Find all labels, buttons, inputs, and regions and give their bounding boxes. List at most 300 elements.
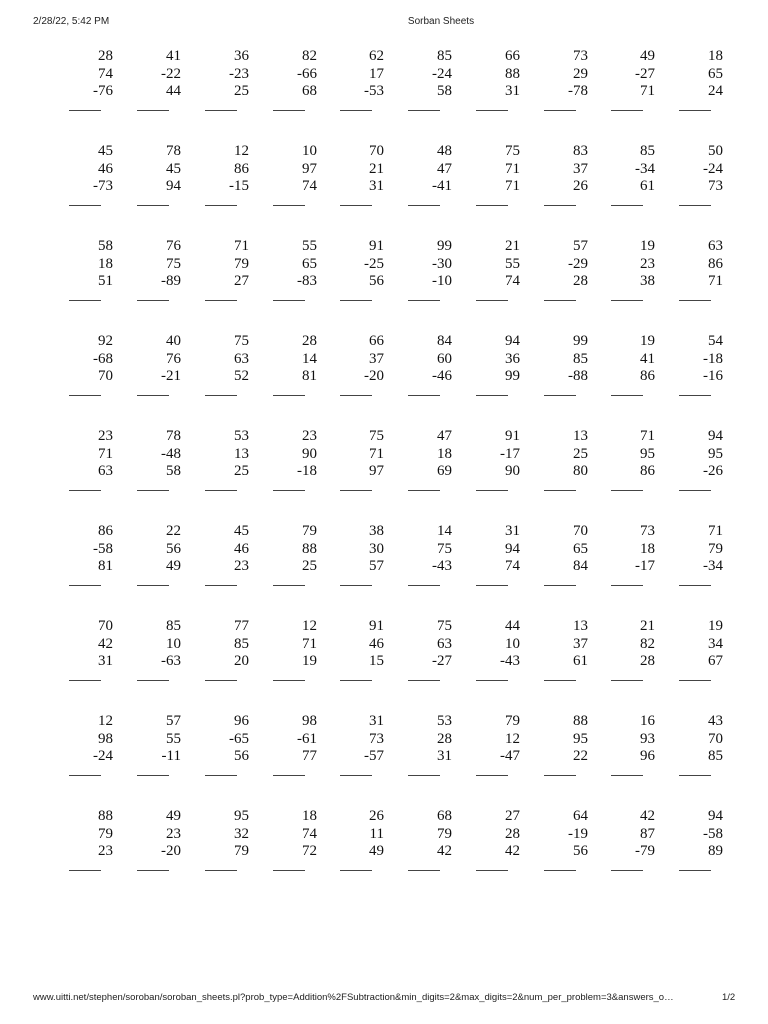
answer-line [408, 870, 440, 871]
answer-line [611, 870, 643, 871]
problem-number: 71 [369, 445, 384, 462]
answer-line [476, 870, 508, 871]
problem [273, 333, 317, 386]
problem-number: 16 [640, 713, 655, 729]
problem-number: 31 [505, 83, 520, 99]
problem-number: 47 [437, 160, 452, 177]
problem-number: 70 [573, 523, 588, 539]
problem [273, 428, 317, 481]
problem-number: 95 [708, 445, 723, 462]
problem-number: 83 [573, 143, 588, 159]
answer-line [69, 680, 101, 681]
answer-line [137, 775, 169, 776]
problem [679, 333, 723, 386]
problem-number: 49 [166, 808, 181, 824]
problem-number: 51 [98, 273, 113, 289]
problem-number: 28 [98, 48, 113, 64]
problem-number: 71 [302, 635, 317, 652]
problem-number: 85 [640, 143, 655, 159]
problem-number: 88 [573, 713, 588, 729]
problem-number: 25 [234, 83, 249, 99]
answer-line [340, 775, 372, 776]
answer-line [340, 490, 372, 491]
answer-line [137, 205, 169, 206]
problem-number: 12 [98, 713, 113, 729]
problem-number: 21 [505, 238, 520, 254]
problem-number: -34 [703, 558, 723, 574]
answer-line [476, 205, 508, 206]
problem-number: -27 [635, 65, 655, 82]
problem-number: 26 [573, 178, 588, 194]
answer-line [69, 775, 101, 776]
problem [679, 618, 723, 671]
problem-number: 31 [369, 178, 384, 194]
problem-number: 94 [708, 428, 723, 444]
answer-line [544, 870, 576, 871]
problem-number: -26 [703, 463, 723, 479]
problem-number: 82 [640, 635, 655, 652]
problem [679, 238, 723, 291]
problem [340, 428, 384, 481]
problem-number: 29 [573, 65, 588, 82]
problem-number: 91 [505, 428, 520, 444]
answer-line [273, 395, 305, 396]
problem-number: 88 [505, 65, 520, 82]
answer-line [611, 585, 643, 586]
answer-line [340, 300, 372, 301]
problem [273, 48, 317, 101]
answer-line [205, 870, 237, 871]
problem [340, 333, 384, 386]
answer-line [340, 585, 372, 586]
problem-number: 18 [98, 255, 113, 272]
problem-number: 79 [437, 825, 452, 842]
problem-number: 88 [302, 540, 317, 557]
problem-number: -16 [703, 368, 723, 384]
problem-number: 41 [640, 350, 655, 367]
problem-number: 75 [437, 540, 452, 557]
problem-number: 53 [234, 428, 249, 444]
problem [340, 713, 384, 766]
problem-number: 28 [640, 653, 655, 669]
problem-number: -58 [703, 825, 723, 842]
problem-number: 46 [234, 540, 249, 557]
problem-number: -61 [297, 730, 317, 747]
problem-number: 25 [573, 445, 588, 462]
problem [476, 713, 520, 766]
problem-number: 94 [166, 178, 181, 194]
problem-number: 44 [166, 83, 181, 99]
problem-number: 67 [708, 653, 723, 669]
answer-line [205, 490, 237, 491]
answer-line [544, 585, 576, 586]
problem-number: 42 [98, 635, 113, 652]
problem [611, 48, 655, 101]
answer-line [137, 870, 169, 871]
problem [679, 713, 723, 766]
problem-number: -63 [161, 653, 181, 669]
problem-number: -89 [161, 273, 181, 289]
problem-number: 86 [234, 160, 249, 177]
header-datetime: 2/28/22, 5:42 PM [33, 16, 110, 27]
problem [137, 523, 181, 576]
answer-line [679, 300, 711, 301]
problem-number: -19 [568, 825, 588, 842]
problem [611, 428, 655, 481]
problem-number: 85 [437, 48, 452, 64]
problem-number: 81 [98, 558, 113, 574]
answer-line [340, 205, 372, 206]
problem-number: 94 [505, 333, 520, 349]
problem-number: -43 [432, 558, 452, 574]
problem [137, 428, 181, 481]
problem-number: 23 [98, 843, 113, 859]
problem [69, 428, 113, 481]
problem [205, 713, 249, 766]
answer-line [544, 110, 576, 111]
problem-number: 70 [708, 730, 723, 747]
problem [544, 48, 588, 101]
problem-number: -43 [500, 653, 520, 669]
problem-number: 49 [166, 558, 181, 574]
problem-number: 64 [573, 808, 588, 824]
problem [611, 713, 655, 766]
problem-number: -29 [568, 255, 588, 272]
answer-line [273, 680, 305, 681]
problem-number: 19 [708, 618, 723, 634]
problem [69, 523, 113, 576]
answer-line [273, 110, 305, 111]
problem-number: 95 [234, 808, 249, 824]
problem-number: 42 [640, 808, 655, 824]
answer-line [69, 870, 101, 871]
problem-number: 88 [98, 808, 113, 824]
problem-number: 52 [234, 368, 249, 384]
problem [476, 618, 520, 671]
problem-number: 74 [302, 178, 317, 194]
problem-number: 40 [166, 333, 181, 349]
answer-line [273, 775, 305, 776]
problem-number: 27 [505, 808, 520, 824]
problem-number: 76 [166, 238, 181, 254]
problem [340, 238, 384, 291]
problem-number: 65 [302, 255, 317, 272]
answer-line [273, 490, 305, 491]
answer-line [611, 490, 643, 491]
problem-number: 31 [98, 653, 113, 669]
problem-number: 93 [640, 730, 655, 747]
problem-number: 54 [708, 333, 723, 349]
problem-number: 56 [234, 748, 249, 764]
answer-line [273, 870, 305, 871]
problem-number: 99 [505, 368, 520, 384]
problem-number: 70 [369, 143, 384, 159]
problem [476, 143, 520, 196]
problem-number: 85 [234, 635, 249, 652]
problem [205, 618, 249, 671]
problem [69, 713, 113, 766]
problem-number: 21 [369, 160, 384, 177]
problem-number: 98 [98, 730, 113, 747]
problem [679, 143, 723, 196]
problem-number: 96 [640, 748, 655, 764]
answer-line [679, 680, 711, 681]
problem-number: 95 [640, 445, 655, 462]
problem-number: 15 [369, 653, 384, 669]
problem-number: 69 [437, 463, 452, 479]
problem [408, 618, 452, 671]
answer-line [205, 110, 237, 111]
problem-number: -46 [432, 368, 452, 384]
problem-number: 19 [302, 653, 317, 669]
problem-number: 38 [640, 273, 655, 289]
answer-line [544, 300, 576, 301]
answer-line [69, 205, 101, 206]
problem-number: 13 [234, 445, 249, 462]
problem-number: 19 [640, 238, 655, 254]
problem-number: 74 [302, 825, 317, 842]
problem-number: 42 [437, 843, 452, 859]
problem [273, 238, 317, 291]
problem [137, 143, 181, 196]
problem [205, 48, 249, 101]
problem-number: 36 [234, 48, 249, 64]
problem-number: 90 [505, 463, 520, 479]
problem-number: 68 [437, 808, 452, 824]
problem [340, 143, 384, 196]
problem-number: 10 [302, 143, 317, 159]
problem [273, 523, 317, 576]
problem-number: 99 [573, 333, 588, 349]
footer-url: www.uitti.net/stephen/soroban/soroban_sheets.pl?prob_type=Addition%2FSubtraction&min_digits=2&max_digits=2&num_per_problem=3&answers_o… [33, 992, 674, 1003]
answer-line [544, 395, 576, 396]
answer-line [205, 680, 237, 681]
answer-line [679, 775, 711, 776]
answer-line [544, 680, 576, 681]
problem-number: 23 [98, 428, 113, 444]
problem-number: 79 [708, 540, 723, 557]
problem-number: 75 [505, 143, 520, 159]
problem-number: 65 [708, 65, 723, 82]
problem-number: 79 [98, 825, 113, 842]
problem [340, 808, 384, 861]
problem-number: 70 [98, 618, 113, 634]
problem-number: 18 [302, 808, 317, 824]
problem [408, 238, 452, 291]
problem-number: 55 [505, 255, 520, 272]
problem-number: 78 [166, 143, 181, 159]
problem [205, 238, 249, 291]
problem-number: 77 [234, 618, 249, 634]
problem [611, 143, 655, 196]
problem [544, 428, 588, 481]
problem [137, 618, 181, 671]
problem-number: 19 [640, 333, 655, 349]
problem [476, 808, 520, 861]
problem [205, 143, 249, 196]
problem-number: 71 [505, 178, 520, 194]
problem-number: 31 [505, 523, 520, 539]
answer-line [273, 205, 305, 206]
problem [69, 48, 113, 101]
answer-line [69, 490, 101, 491]
answer-line [273, 585, 305, 586]
problem [408, 808, 452, 861]
problem-number: 71 [98, 445, 113, 462]
answer-line [205, 775, 237, 776]
problem-number: 94 [505, 540, 520, 557]
answer-line [273, 300, 305, 301]
problem-number: 71 [234, 238, 249, 254]
problem-number: 10 [166, 635, 181, 652]
answer-line [408, 680, 440, 681]
problem-number: 13 [573, 618, 588, 634]
answer-line [408, 300, 440, 301]
problem [476, 48, 520, 101]
problem-number: -24 [703, 160, 723, 177]
problem-number: 18 [708, 48, 723, 64]
problem [340, 48, 384, 101]
problem-number: 37 [369, 350, 384, 367]
problem [611, 238, 655, 291]
problem-number: 23 [234, 558, 249, 574]
problem-number: 56 [369, 273, 384, 289]
problem-number: -30 [432, 255, 452, 272]
problem [205, 808, 249, 861]
problem [679, 48, 723, 101]
problem-number: 75 [369, 428, 384, 444]
problem-number: 63 [437, 635, 452, 652]
problem-number: -17 [635, 558, 655, 574]
problem-number: 90 [302, 445, 317, 462]
problem-number: 24 [708, 83, 723, 99]
problem [137, 333, 181, 386]
problem-number: 61 [573, 653, 588, 669]
answer-line [408, 395, 440, 396]
answer-line [611, 395, 643, 396]
problem-number: 63 [708, 238, 723, 254]
answer-line [679, 870, 711, 871]
problem-number: 77 [302, 748, 317, 764]
problem-number: 60 [437, 350, 452, 367]
problem-number: 61 [640, 178, 655, 194]
problem [611, 333, 655, 386]
problem [544, 238, 588, 291]
problem-number: 86 [640, 368, 655, 384]
problem-number: 26 [369, 808, 384, 824]
problem-number: 47 [437, 428, 452, 444]
problem-number: -68 [93, 350, 113, 367]
problem [476, 333, 520, 386]
problem [273, 808, 317, 861]
problem-number: 56 [166, 540, 181, 557]
header-title: Sorban Sheets [407, 16, 475, 27]
answer-line [340, 870, 372, 871]
answer-line [69, 395, 101, 396]
answer-line [69, 110, 101, 111]
answer-line [476, 395, 508, 396]
answer-line [679, 110, 711, 111]
problem-number: 25 [302, 558, 317, 574]
problem-number: 42 [505, 843, 520, 859]
answer-line [340, 680, 372, 681]
problem-number: -24 [432, 65, 452, 82]
problem-number: 66 [369, 333, 384, 349]
problem-number: 32 [234, 825, 249, 842]
problem-number: -22 [161, 65, 181, 82]
problem-number: 71 [708, 523, 723, 539]
problem [679, 523, 723, 576]
problem-number: 22 [573, 748, 588, 764]
problem [544, 143, 588, 196]
problem-number: 38 [369, 523, 384, 539]
problem-number: 58 [166, 463, 181, 479]
answer-line [408, 490, 440, 491]
problem-number: 94 [708, 808, 723, 824]
problem-number: 25 [234, 463, 249, 479]
problem [137, 238, 181, 291]
problem-number: 73 [640, 523, 655, 539]
problem [408, 48, 452, 101]
problem-number: 27 [234, 273, 249, 289]
answer-line [137, 585, 169, 586]
problem-number: 11 [369, 825, 384, 842]
answer-line [476, 585, 508, 586]
problem-number: -65 [229, 730, 249, 747]
problem-number: 95 [573, 730, 588, 747]
problem-number: -25 [364, 255, 384, 272]
answer-line [476, 775, 508, 776]
problem [408, 333, 452, 386]
problem-number: 62 [369, 48, 384, 64]
problem-number: -23 [229, 65, 249, 82]
problem-number: -34 [635, 160, 655, 177]
answer-line [137, 680, 169, 681]
problem [611, 618, 655, 671]
problem-number: -11 [161, 748, 181, 764]
problem-number: 70 [98, 368, 113, 384]
problem-number: -27 [432, 653, 452, 669]
answer-line [611, 775, 643, 776]
answer-line [137, 395, 169, 396]
answer-line [408, 110, 440, 111]
problem-number: 71 [708, 273, 723, 289]
problem-number: 79 [302, 523, 317, 539]
problem-number: 99 [437, 238, 452, 254]
problem-number: 65 [573, 540, 588, 557]
answer-line [137, 300, 169, 301]
problem-number: -20 [161, 843, 181, 859]
problem-number: 23 [640, 255, 655, 272]
problem-number: 37 [573, 635, 588, 652]
problem [611, 808, 655, 861]
problem-number: -53 [364, 83, 384, 99]
problem-number: 44 [505, 618, 520, 634]
problem-number: 86 [708, 255, 723, 272]
problem [611, 523, 655, 576]
problem [476, 238, 520, 291]
problem-number: 73 [369, 730, 384, 747]
problem-number: 85 [166, 618, 181, 634]
problem-number: 36 [505, 350, 520, 367]
problem [408, 713, 452, 766]
problem-number: 30 [369, 540, 384, 557]
problem [408, 428, 452, 481]
problem-number: 12 [302, 618, 317, 634]
problem-number: 43 [708, 713, 723, 729]
problem-number: -15 [229, 178, 249, 194]
problem-number: 74 [505, 558, 520, 574]
